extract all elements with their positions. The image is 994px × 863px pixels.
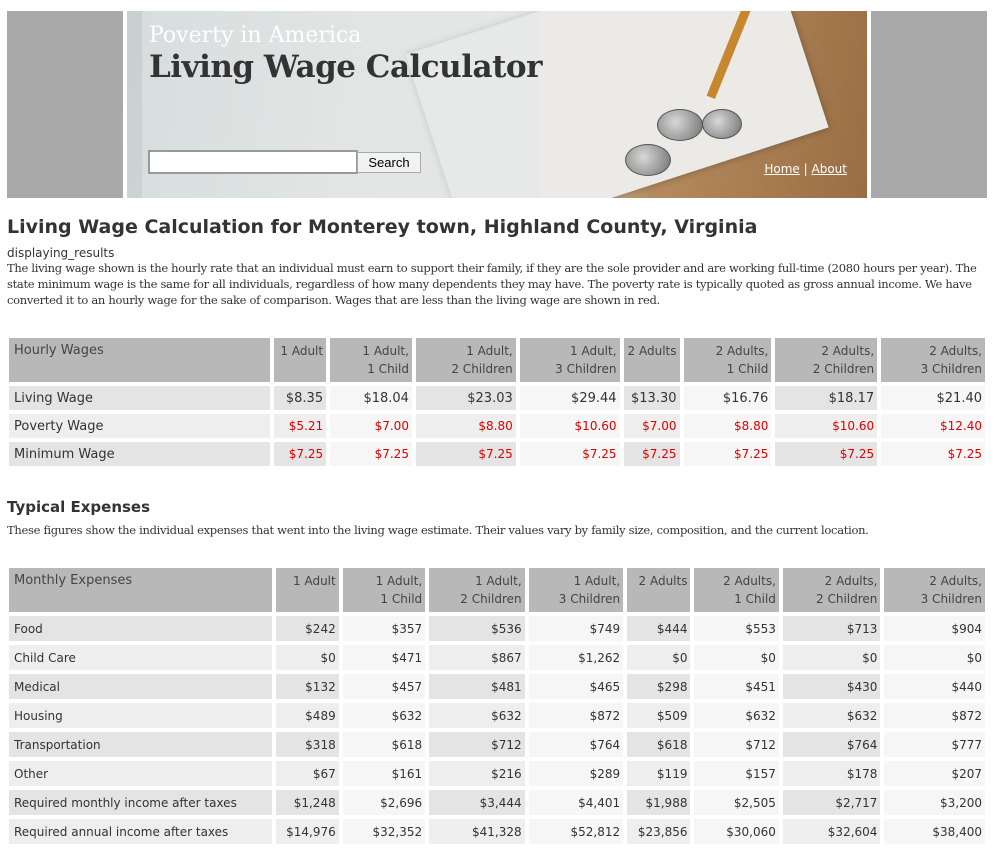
row-label: Food bbox=[9, 616, 272, 641]
table-cell: $867 bbox=[429, 645, 525, 670]
table-cell: $21.40 bbox=[881, 386, 985, 410]
row-label: Housing bbox=[9, 703, 272, 728]
table-row bbox=[9, 442, 985, 466]
table-cell: $7.25 bbox=[520, 442, 620, 466]
table-cell: $8.80 bbox=[416, 414, 516, 438]
table-cell: $38,400 bbox=[884, 819, 985, 844]
table-cell: $3,200 bbox=[884, 790, 985, 815]
column-header-line: 2 Adults bbox=[638, 574, 688, 588]
table-cell: $10.60 bbox=[520, 414, 620, 438]
table-cell: $32,352 bbox=[343, 819, 425, 844]
column-header-line: 2 Adults, bbox=[824, 574, 878, 588]
column-header-line: 1 Adult bbox=[280, 344, 324, 358]
column-header bbox=[775, 338, 877, 382]
column-header bbox=[429, 568, 525, 612]
column-header bbox=[276, 568, 338, 612]
column-header bbox=[694, 568, 778, 612]
table-cell: $289 bbox=[529, 761, 624, 786]
coin-image bbox=[625, 144, 671, 176]
table-cell: $216 bbox=[429, 761, 525, 786]
table-cell: $536 bbox=[429, 616, 525, 641]
table-cell: $1,248 bbox=[276, 790, 338, 815]
table-cell: $18.04 bbox=[330, 386, 412, 410]
column-header bbox=[343, 568, 425, 612]
table-cell: $1,988 bbox=[627, 790, 690, 815]
table-cell: $481 bbox=[429, 674, 525, 699]
table-cell: $7.25 bbox=[881, 442, 985, 466]
table-cell: $2,696 bbox=[343, 790, 425, 815]
table-cell: $242 bbox=[276, 616, 338, 641]
table-cell: $157 bbox=[694, 761, 778, 786]
expenses-heading: Typical Expenses bbox=[7, 498, 151, 516]
table-cell: $904 bbox=[884, 616, 985, 641]
column-header bbox=[783, 568, 881, 612]
table-cell: $713 bbox=[783, 616, 881, 641]
table-cell: $471 bbox=[343, 645, 425, 670]
column-header-line: 1 Child bbox=[380, 592, 423, 606]
table-cell: $7.25 bbox=[330, 442, 412, 466]
nav-home-link[interactable]: Home bbox=[764, 162, 800, 176]
column-header bbox=[624, 338, 680, 382]
table-cell: $23,856 bbox=[627, 819, 690, 844]
top-nav bbox=[764, 162, 847, 176]
table-cell: $23.03 bbox=[416, 386, 516, 410]
table-cell: $4,401 bbox=[529, 790, 624, 815]
table-cell: $764 bbox=[529, 732, 624, 757]
column-header-line: 3 Children bbox=[920, 362, 982, 376]
table-cell: $32,604 bbox=[783, 819, 881, 844]
table-cell: $119 bbox=[627, 761, 690, 786]
table-cell: $5.21 bbox=[274, 414, 326, 438]
column-header-line: 1 Adult, bbox=[475, 574, 522, 588]
column-header-line: 1 Adult, bbox=[362, 344, 409, 358]
table-cell: $207 bbox=[884, 761, 985, 786]
column-header bbox=[520, 338, 620, 382]
coin-image bbox=[657, 109, 703, 141]
table-row bbox=[9, 790, 985, 815]
column-header-line: 1 Adult, bbox=[375, 574, 423, 588]
table-row bbox=[9, 703, 985, 728]
table-cell: $7.25 bbox=[416, 442, 516, 466]
table-cell: $67 bbox=[276, 761, 338, 786]
status-text: displaying_results bbox=[7, 246, 115, 260]
table-row bbox=[9, 386, 985, 410]
table-cell: $0 bbox=[694, 645, 778, 670]
page-title: Living Wage Calculation for Monterey town, Highland County, Virginia bbox=[7, 216, 758, 238]
column-header-line: 2 Adults, bbox=[821, 344, 875, 358]
column-header-line: 2 Children bbox=[816, 592, 878, 606]
column-header bbox=[330, 338, 412, 382]
row-label: Living Wage bbox=[9, 386, 270, 410]
column-header-line: 3 Children bbox=[555, 362, 617, 376]
table-cell: $14,976 bbox=[276, 819, 338, 844]
column-header-line: 3 Children bbox=[558, 592, 621, 606]
table-cell: $7.25 bbox=[775, 442, 877, 466]
table-cell: $451 bbox=[694, 674, 778, 699]
column-header-line: 1 Adult, bbox=[570, 344, 617, 358]
table-cell: $872 bbox=[529, 703, 624, 728]
table-cell: $430 bbox=[783, 674, 881, 699]
column-header bbox=[274, 338, 326, 382]
table-cell: $749 bbox=[529, 616, 624, 641]
table-cell: $489 bbox=[276, 703, 338, 728]
header-row bbox=[9, 338, 985, 382]
table-cell: $618 bbox=[627, 732, 690, 757]
table-cell: $7.25 bbox=[274, 442, 326, 466]
table-cell: $632 bbox=[429, 703, 525, 728]
site-subtitle: Poverty in America bbox=[149, 23, 362, 48]
table-cell: $8.35 bbox=[274, 386, 326, 410]
nav-about-link[interactable]: About bbox=[811, 162, 847, 176]
column-header-line: 2 Children bbox=[812, 362, 875, 376]
table-cell: $41,328 bbox=[429, 819, 525, 844]
row-label: Transportation bbox=[9, 732, 272, 757]
table-cell: $0 bbox=[627, 645, 690, 670]
column-header bbox=[881, 338, 985, 382]
column-header-line: 1 Child bbox=[367, 362, 409, 376]
row-label: Required annual income after taxes bbox=[9, 819, 272, 844]
coin-image bbox=[702, 109, 742, 139]
search-button[interactable]: Search bbox=[357, 152, 421, 173]
table-cell: $7.25 bbox=[624, 442, 680, 466]
header-row bbox=[9, 568, 985, 612]
table-row bbox=[9, 645, 985, 670]
table-cell: $30,060 bbox=[694, 819, 778, 844]
intro-paragraph: The living wage shown is the hourly rate that an individual must earn to support their family, if they are the sole provider and are working full-time (2080 hours per year). The state minimum wage is the same for all individuals, regardless of how many dependents they may have. The poverty rate is typically quoted as gross annual income. We have converted it to an hourly wage for the sake of comparison. Wages that are less than the living wage are shown in red. bbox=[7, 261, 977, 307]
column-header-line: 1 Child bbox=[726, 362, 769, 376]
column-header-line: 2 Adults, bbox=[723, 574, 776, 588]
nav-separator: | bbox=[803, 162, 808, 176]
table-cell: $13.30 bbox=[624, 386, 680, 410]
column-header bbox=[627, 568, 690, 612]
table-cell: $444 bbox=[627, 616, 690, 641]
row-label: Child Care bbox=[9, 645, 272, 670]
table-cell: $7.25 bbox=[684, 442, 772, 466]
table-cell: $29.44 bbox=[520, 386, 620, 410]
table-row bbox=[9, 616, 985, 641]
table-cell: $777 bbox=[884, 732, 985, 757]
table-cell: $509 bbox=[627, 703, 690, 728]
table-cell: $553 bbox=[694, 616, 778, 641]
column-header-line: 2 Adults, bbox=[929, 344, 982, 358]
table-cell: $2,505 bbox=[694, 790, 778, 815]
table-row bbox=[9, 761, 985, 786]
row-label: Required monthly income after taxes bbox=[9, 790, 272, 815]
row-label: Medical bbox=[9, 674, 272, 699]
header-right-panel bbox=[871, 11, 987, 198]
table-cell: $10.60 bbox=[775, 414, 877, 438]
table-cell: $8.80 bbox=[684, 414, 772, 438]
table-cell: $7.00 bbox=[330, 414, 412, 438]
table-cell: $16.76 bbox=[684, 386, 772, 410]
table-cell: $440 bbox=[884, 674, 985, 699]
row-label: Other bbox=[9, 761, 272, 786]
column-header-line: 2 Children bbox=[460, 592, 522, 606]
table-row bbox=[9, 414, 985, 438]
table-cell: $161 bbox=[343, 761, 425, 786]
search-input[interactable] bbox=[148, 150, 358, 174]
table-cell: $2,717 bbox=[783, 790, 881, 815]
column-header-line: 1 Child bbox=[734, 592, 776, 606]
column-header bbox=[416, 338, 516, 382]
table-row bbox=[9, 819, 985, 844]
table-cell: $632 bbox=[343, 703, 425, 728]
table-cell: $0 bbox=[884, 645, 985, 670]
column-header-line: 2 Adults, bbox=[715, 344, 769, 358]
column-header-line: 1 Adult, bbox=[466, 344, 513, 358]
table-cell: $712 bbox=[694, 732, 778, 757]
column-header-label: Hourly Wages bbox=[9, 338, 270, 382]
row-label: Minimum Wage bbox=[9, 442, 270, 466]
table-cell: $18.17 bbox=[775, 386, 877, 410]
column-header-line: 1 Adult, bbox=[573, 574, 621, 588]
table-cell: $178 bbox=[783, 761, 881, 786]
table-cell: $1,262 bbox=[529, 645, 624, 670]
table-cell: $132 bbox=[276, 674, 338, 699]
table-cell: $0 bbox=[276, 645, 338, 670]
column-header-label: Monthly Expenses bbox=[9, 568, 272, 612]
site-header bbox=[0, 11, 994, 198]
table-row bbox=[9, 674, 985, 699]
table-cell: $0 bbox=[783, 645, 881, 670]
table-cell: $357 bbox=[343, 616, 425, 641]
table-cell: $632 bbox=[783, 703, 881, 728]
column-header-line: 2 Adults, bbox=[929, 574, 982, 588]
table-cell: $764 bbox=[783, 732, 881, 757]
expenses-description: These figures show the individual expenses that went into the living wage estimate. Their values vary by family size, composition, and the current location. bbox=[7, 523, 869, 537]
row-label: Poverty Wage bbox=[9, 414, 270, 438]
column-header bbox=[529, 568, 624, 612]
column-header-line: 3 Children bbox=[920, 592, 982, 606]
column-header bbox=[884, 568, 985, 612]
table-cell: $318 bbox=[276, 732, 338, 757]
column-header-line: 1 Adult bbox=[293, 574, 336, 588]
table-row bbox=[9, 732, 985, 757]
column-header-line: 2 Children bbox=[451, 362, 513, 376]
table-cell: $465 bbox=[529, 674, 624, 699]
table-cell: $3,444 bbox=[429, 790, 525, 815]
hourly-wages-table bbox=[5, 334, 989, 470]
monthly-expenses-table bbox=[5, 564, 989, 848]
header-left-panel bbox=[7, 11, 123, 198]
table-cell: $712 bbox=[429, 732, 525, 757]
site-title: Living Wage Calculator bbox=[149, 49, 542, 85]
table-cell: $618 bbox=[343, 732, 425, 757]
table-cell: $52,812 bbox=[529, 819, 624, 844]
table-cell: $12.40 bbox=[881, 414, 985, 438]
table-cell: $872 bbox=[884, 703, 985, 728]
table-cell: $457 bbox=[343, 674, 425, 699]
table-cell: $298 bbox=[627, 674, 690, 699]
banner bbox=[127, 11, 867, 198]
table-cell: $7.00 bbox=[624, 414, 680, 438]
column-header bbox=[684, 338, 772, 382]
column-header-line: 2 Adults bbox=[627, 344, 677, 358]
table-cell: $632 bbox=[694, 703, 778, 728]
